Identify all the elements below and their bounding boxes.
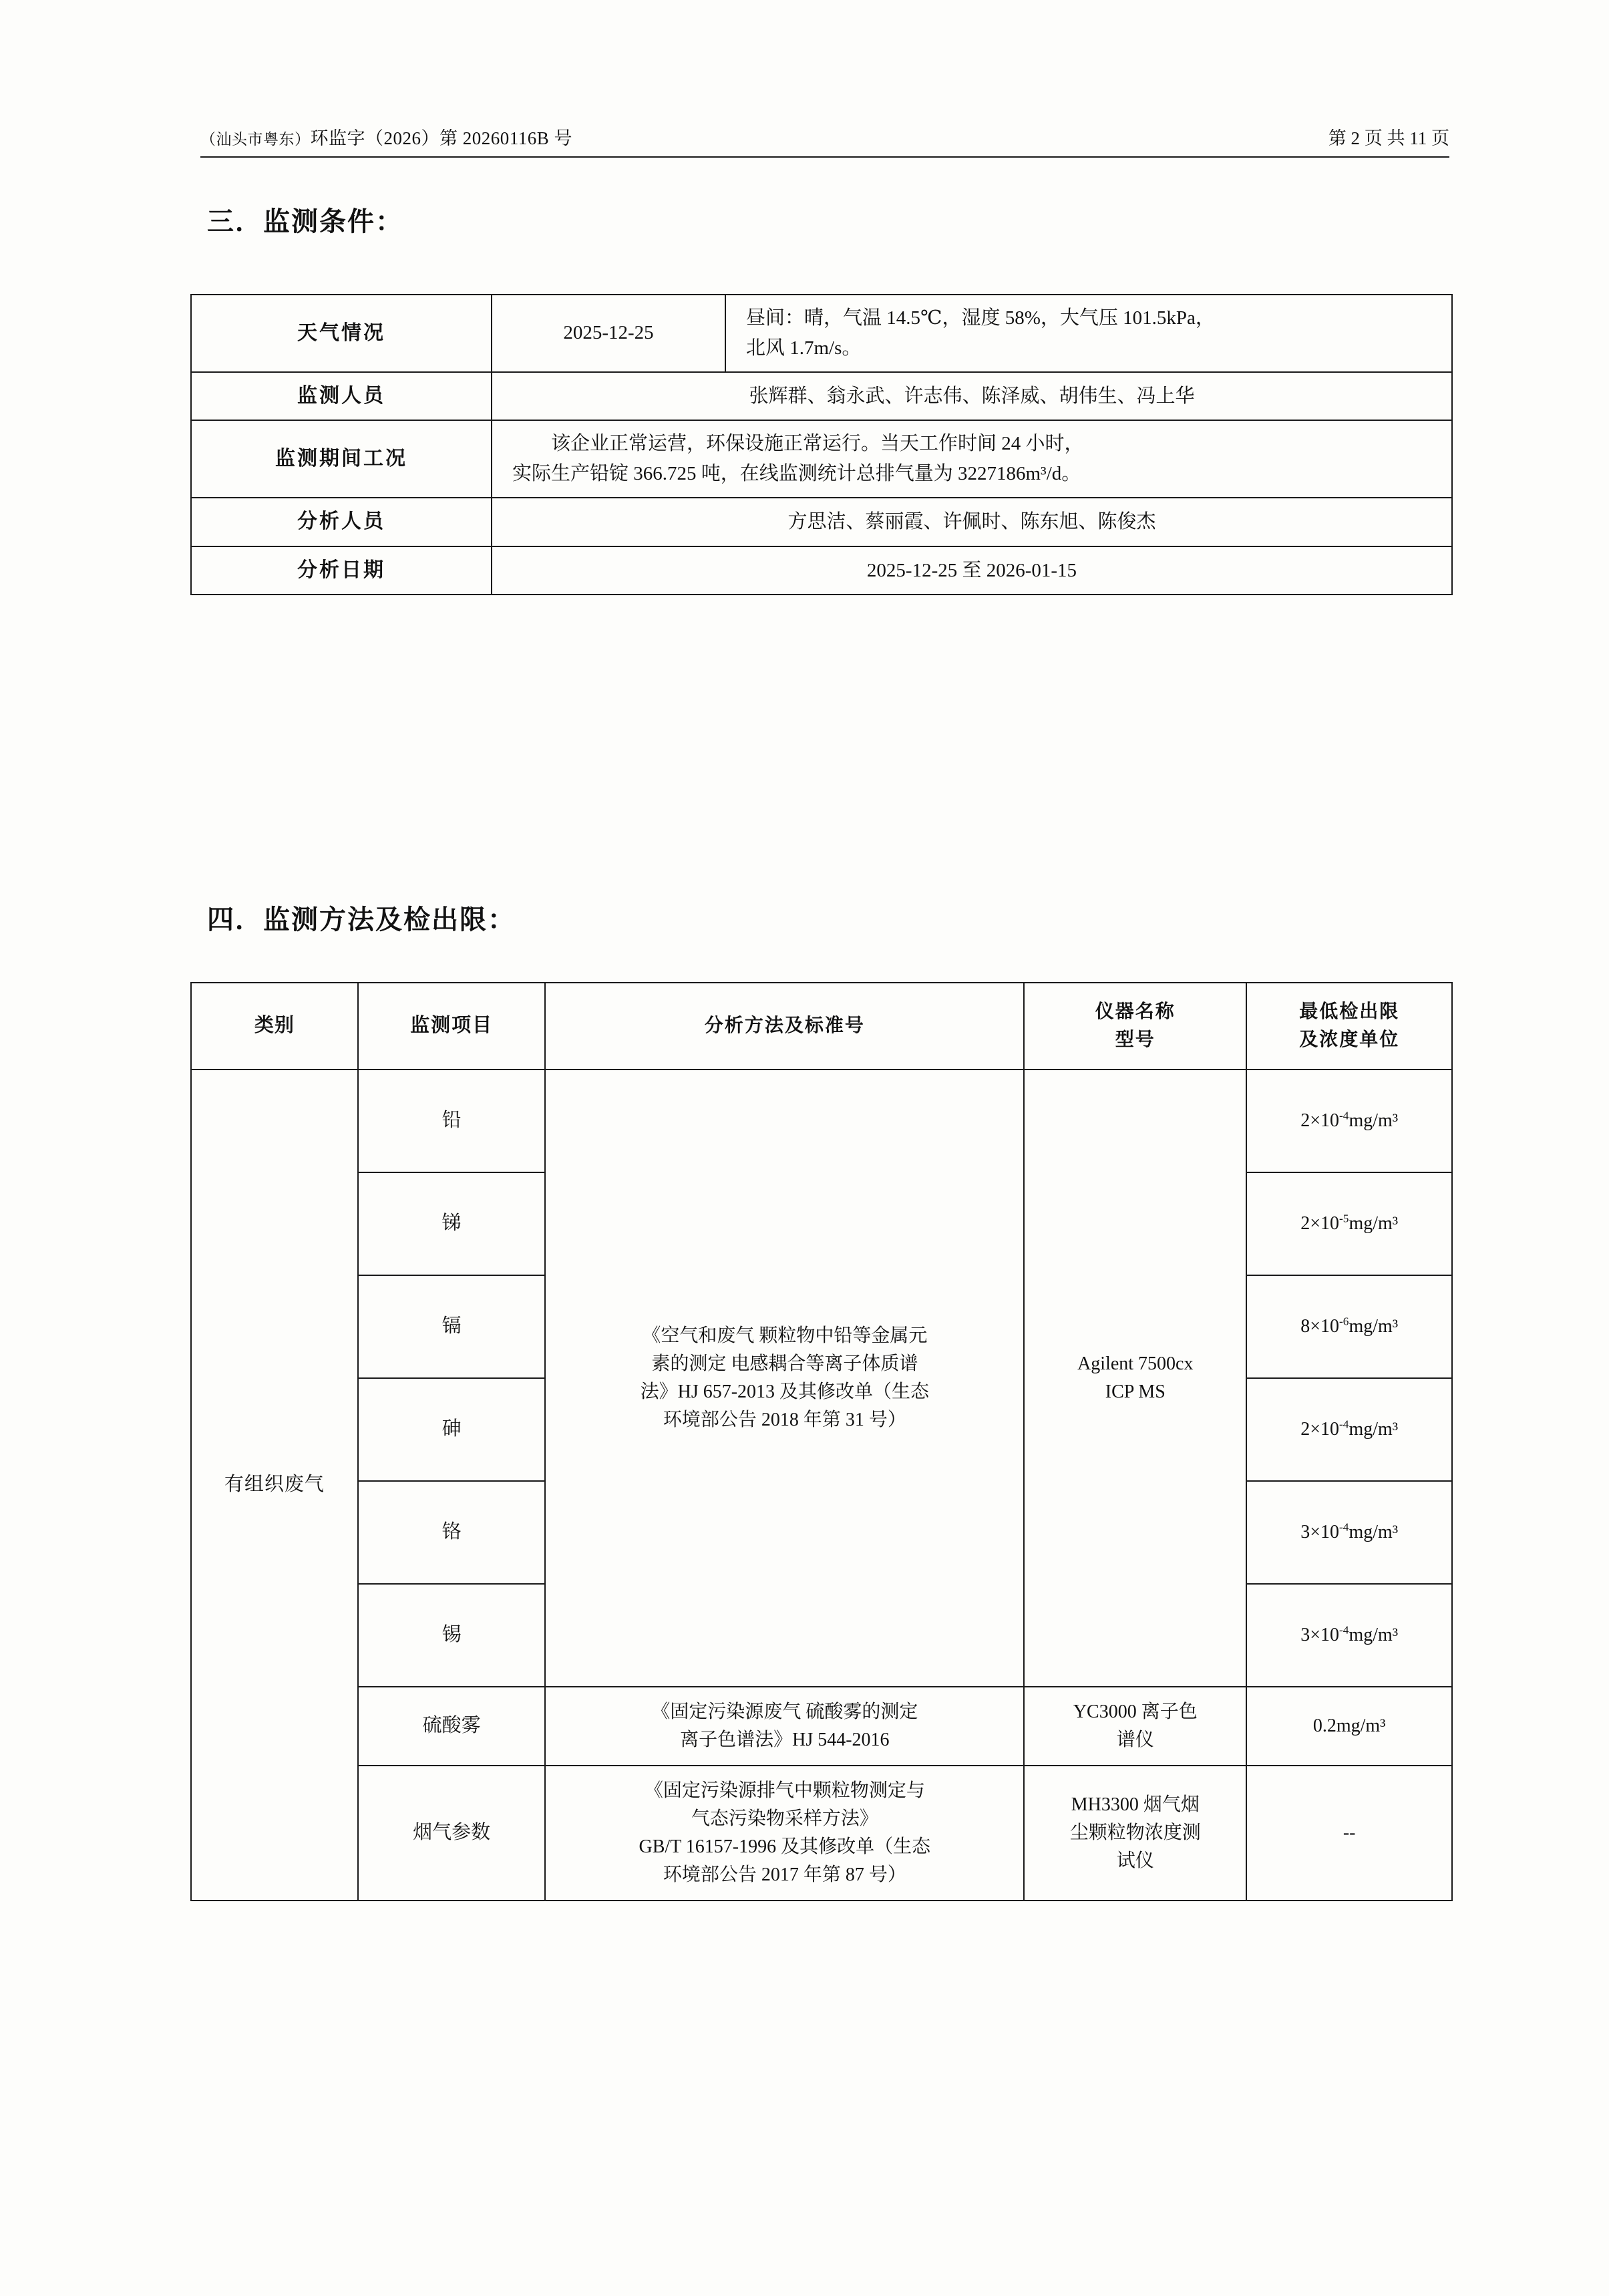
table-row — [191, 1070, 1452, 1172]
limit-tin-exp: -4 — [1338, 1623, 1349, 1637]
analysis-date-label: 分析日期 — [191, 546, 492, 595]
instrument-ic-line2: 谱仪 — [1116, 1730, 1154, 1750]
limit-chromium-unit: mg/m³ — [1349, 1522, 1399, 1542]
method-metals-line4: 环境部公告 2018 年第 31 号） — [663, 1410, 906, 1430]
limit-chromium — [1246, 1481, 1452, 1584]
method-metals-line2: 素的测定 电感耦合等离子体质谱 — [651, 1353, 918, 1374]
header-instrument-line2: 型号 — [1115, 1029, 1155, 1050]
method-flue-line3: GB/T 16157-1996 及其修改单（生态 — [639, 1836, 931, 1857]
item-cadmium: 镉 — [358, 1275, 546, 1378]
limit-arsenic-unit: mg/m³ — [1349, 1419, 1399, 1440]
limit-lead-mantissa: 2×10 — [1300, 1110, 1339, 1131]
method-flue-line2: 气态污染物采样方法》 — [691, 1808, 878, 1829]
item-tin: 锡 — [358, 1584, 546, 1687]
header-limit — [1246, 983, 1452, 1070]
table-row — [191, 498, 1452, 546]
limit-antimony-exp: -5 — [1338, 1212, 1349, 1225]
report-number-main: 环监字（2026）第 20260116B 号 — [310, 128, 573, 148]
page-indicator: 第 2 页 共 11 页 — [1328, 128, 1449, 148]
limit-lead-exp: -4 — [1338, 1109, 1349, 1122]
limit-chromium-mantissa: 3×10 — [1300, 1522, 1339, 1542]
weather-value-line2: 北风 1.7m/s。 — [746, 337, 862, 359]
limit-antimony-unit: mg/m³ — [1349, 1213, 1399, 1234]
monitoring-conditions-table — [190, 294, 1453, 595]
limit-tin — [1246, 1584, 1452, 1687]
report-number-prefix: （汕头市粤东） — [200, 131, 311, 148]
method-metals-line1: 《空气和废气 颗粒物中铅等金属元 — [642, 1325, 928, 1346]
table-row — [191, 420, 1452, 498]
table-row — [191, 372, 1452, 421]
weather-value — [725, 295, 1452, 372]
instrument-flue-gas-analyzer — [1024, 1766, 1246, 1901]
analysis-staff-value: 方思洁、蔡丽霞、许佩时、陈东旭、陈俊杰 — [492, 498, 1452, 546]
header-item: 监测项目 — [358, 983, 546, 1070]
header-category: 类别 — [191, 983, 358, 1070]
weather-value-line1: 昼间：晴，气温 14.5℃，湿度 58%，大气压 101.5kPa， — [746, 307, 1215, 329]
working-condition-value — [492, 420, 1452, 498]
instrument-flue-line2: 尘颗粒物浓度测 — [1069, 1822, 1201, 1843]
table-row — [191, 1687, 1452, 1766]
limit-antimony-mantissa: 2×10 — [1300, 1213, 1339, 1234]
limit-tin-mantissa: 3×10 — [1300, 1625, 1339, 1645]
method-flue-gas — [545, 1766, 1024, 1901]
header-instrument-line1: 仪器名称 — [1095, 1001, 1176, 1022]
limit-lead — [1246, 1070, 1452, 1172]
header-limit-line1: 最低检出限 — [1299, 1001, 1400, 1022]
weather-label: 天气情况 — [191, 295, 492, 372]
item-antimony: 锑 — [358, 1172, 546, 1275]
limit-chromium-exp: -4 — [1338, 1520, 1349, 1534]
header-limit-line2: 及浓度单位 — [1299, 1029, 1400, 1050]
analysis-staff-label: 分析人员 — [191, 498, 492, 546]
limit-cadmium-unit: mg/m³ — [1349, 1316, 1399, 1337]
limit-cadmium-mantissa: 8×10 — [1300, 1316, 1339, 1337]
method-flue-line4: 环境部公告 2017 年第 87 号） — [663, 1864, 906, 1885]
table-row — [191, 295, 1452, 372]
analysis-date-value: 2025-12-25 至 2026-01-15 — [492, 546, 1452, 595]
instrument-ic-line1: YC3000 离子色 — [1073, 1701, 1198, 1722]
limit-flue-gas: -- — [1246, 1766, 1452, 1901]
working-condition-line2: 实际生产铅锭 366.725 吨，在线监测统计总排气量为 3227186m³/d。 — [512, 463, 1081, 485]
monitor-staff-value: 张辉群、翁永武、许志伟、陈泽威、胡伟生、冯上华 — [492, 372, 1452, 421]
item-lead: 铅 — [358, 1070, 546, 1172]
method-metals — [545, 1070, 1024, 1687]
header-method: 分析方法及标准号 — [545, 983, 1024, 1070]
table-row — [191, 1766, 1452, 1901]
limit-cadmium — [1246, 1275, 1452, 1378]
instrument-icpms-line1: Agilent 7500cx — [1077, 1353, 1194, 1374]
limit-antimony — [1246, 1172, 1452, 1275]
methods-detection-limit-table — [190, 982, 1453, 1901]
section-title-methods-detection-limits: 四．监测方法及检出限： — [207, 905, 516, 935]
working-condition-line1: 该企业正常运营，环保设施正常运行。当天工作时间 24 小时， — [551, 433, 1084, 455]
report-number — [200, 124, 572, 150]
table-header-row — [191, 983, 1452, 1070]
method-metals-line3: 法》HJ 657-2013 及其修改单（生态 — [640, 1381, 930, 1402]
method-flue-line1: 《固定污染源排气中颗粒物测定与 — [644, 1780, 925, 1801]
method-acid-line1: 《固定污染源废气 硫酸雾的测定 — [651, 1701, 918, 1722]
method-sulfuric-acid-mist — [545, 1687, 1024, 1766]
monitor-staff-label: 监测人员 — [191, 372, 492, 421]
limit-sulfuric-acid-mist: 0.2mg/m³ — [1246, 1687, 1452, 1766]
instrument-ion-chromatograph — [1024, 1687, 1246, 1766]
limit-tin-unit: mg/m³ — [1349, 1625, 1399, 1645]
weather-date: 2025-12-25 — [492, 295, 725, 372]
section-title-monitoring-conditions: 三．监测条件： — [207, 206, 403, 236]
category-organized-waste-gas: 有组织废气 — [191, 1070, 358, 1901]
limit-lead-unit: mg/m³ — [1349, 1110, 1399, 1131]
limit-cadmium-exp: -6 — [1338, 1315, 1349, 1328]
instrument-flue-line3: 试仪 — [1116, 1850, 1154, 1871]
instrument-icpms — [1024, 1070, 1246, 1687]
item-sulfuric-acid-mist: 硫酸雾 — [358, 1687, 546, 1766]
working-condition-label: 监测期间工况 — [191, 420, 492, 498]
item-chromium: 铬 — [358, 1481, 546, 1584]
header-instrument — [1024, 983, 1246, 1070]
limit-arsenic-mantissa: 2×10 — [1300, 1419, 1339, 1440]
table-row — [191, 546, 1452, 595]
page-header — [200, 124, 1449, 158]
item-arsenic: 砷 — [358, 1378, 546, 1481]
limit-arsenic — [1246, 1378, 1452, 1481]
limit-arsenic-exp: -4 — [1338, 1418, 1349, 1431]
instrument-flue-line1: MH3300 烟气烟 — [1071, 1794, 1200, 1815]
method-acid-line2: 离子色谱法》HJ 544-2016 — [680, 1730, 890, 1750]
item-flue-gas-parameters: 烟气参数 — [358, 1766, 546, 1901]
instrument-icpms-line2: ICP MS — [1105, 1381, 1166, 1402]
